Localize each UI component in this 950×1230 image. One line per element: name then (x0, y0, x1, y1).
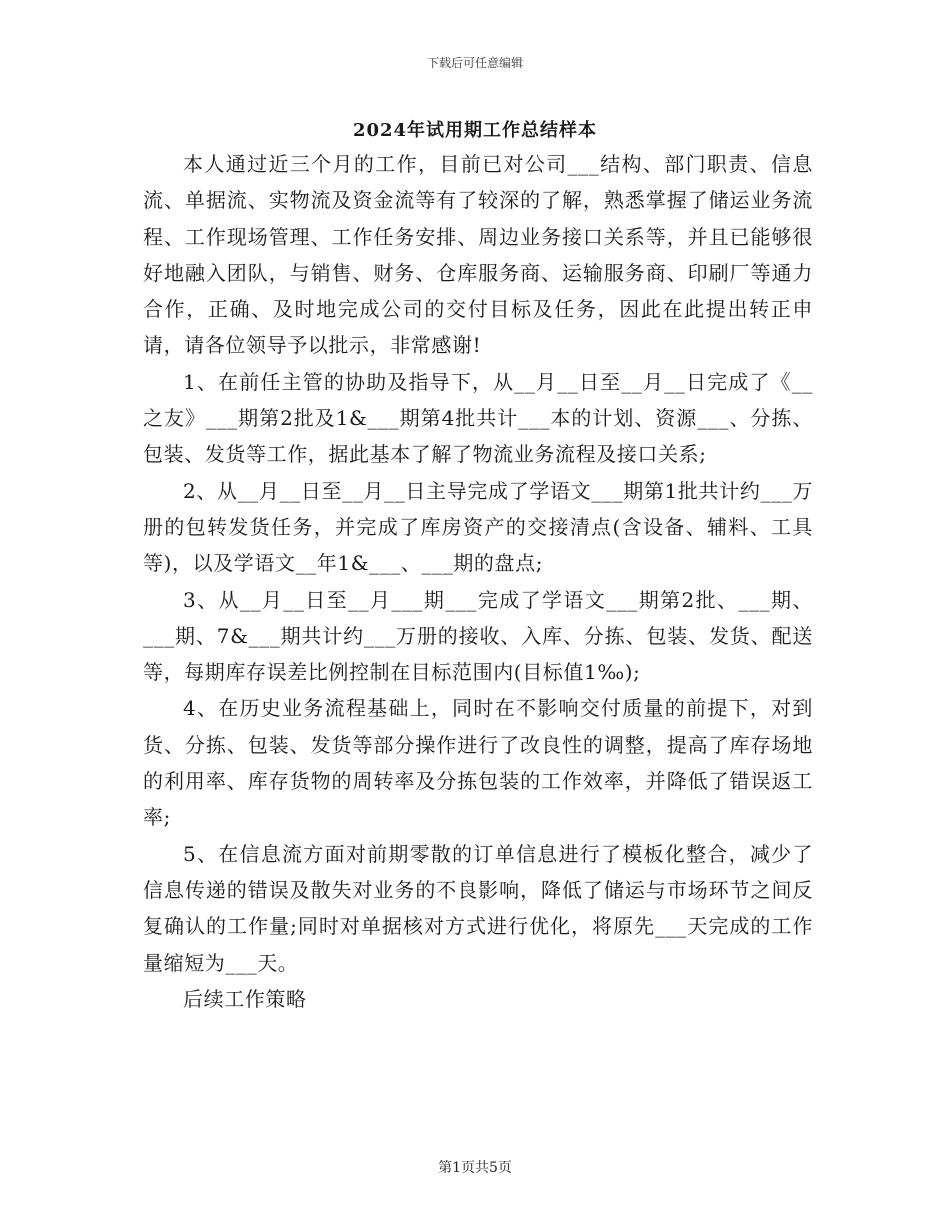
document-title: 2024年试用期工作总结样本 (352, 120, 598, 141)
header-note: 下载后可任意编辑 (426, 56, 523, 70)
paragraph-item-1: 1、在前任主管的协助及指导下，从__月__日至__月__日完成了《__之友》___期第2批及1&___期第4批共计___本的计划、资源___、分拣、包装、发货等工作，据此基本了解了物流业务流程及接口关系; (143, 369, 813, 467)
section-heading-next-steps: 后续工作策略 (183, 986, 307, 1011)
document-body (143, 146, 813, 1017)
paragraph-item-5: 5、在信息流方面对前期零散的订单信息进行了模板化整合，减少了信息传递的错误及散失对业务的不良影响，降低了储运与市场环节之间反复确认的工作量;同时对单据核对方式进行优化，将原先___天完成的工作量缩短为___天。 (143, 841, 813, 975)
paragraph-item-3: 3、从__月__日至__月___期___完成了学语文___期第2批、___期、___期、7&___期共计约___万册的接收、入库、分拣、包装、发货、配送等，每期库存误差比例控制在目标范围内(目标值1‰); (143, 587, 813, 685)
page-number: 第1页共5页 (438, 1160, 512, 1176)
paragraph-item-2: 2、从__月__日至__月__日主导完成了学语文___期第1批共计约___万册的包转发货任务，并完成了库房资产的交接清点(含设备、辅料、工具等)，以及学语文__年1&___、___期的盘点; (143, 478, 813, 576)
paragraph-intro: 本人通过近三个月的工作，目前已对公司___结构、部门职责、信息流、单据流、实物流及资金流等有了较深的了解，熟悉掌握了储运业务流程、工作现场管理、工作任务安排、周边业务接口关系等，并且已能够很好地融入团队，与销售、财务、仓库服务商、运输服务商、印刷厂等通力合作，正确、及时地完成公司的交付目标及任务，因此在此提出转正申请，请各位领导予以批示，非常感谢! (143, 152, 813, 358)
paragraph-item-4: 4、在历史业务流程基础上，同时在不影响交付质量的前提下，对到货、分拣、包装、发货等部分操作进行了改良性的调整，提高了库存场地的利用率、库存货物的周转率及分拣包装的工作效率，并降低了错误返工率; (143, 696, 813, 830)
